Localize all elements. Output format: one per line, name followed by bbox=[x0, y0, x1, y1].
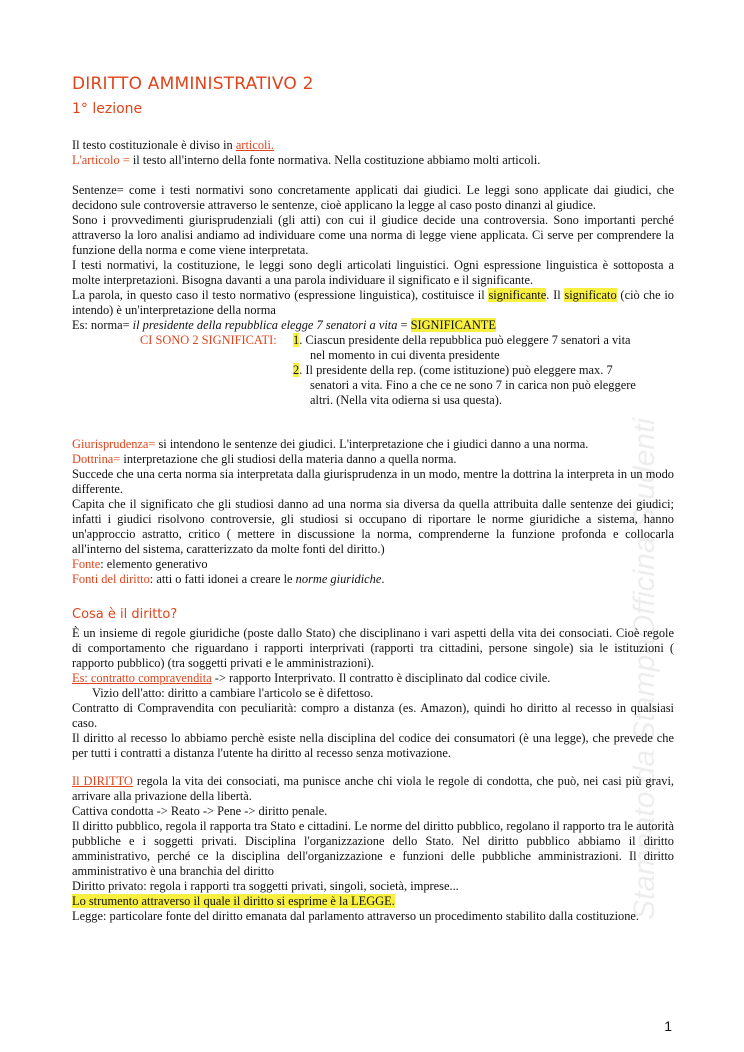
text: Es: norma= bbox=[72, 318, 133, 332]
watermark: Stampato da StampaOfficina Studenti bbox=[628, 418, 661, 920]
articoli-link: articoli. bbox=[235, 138, 275, 152]
paragraph: Legge: particolare fonte del diritto emanata dal parlamento attraverso un procedimento stabilito dalla costituzione. bbox=[72, 909, 640, 923]
highlight: Lo strumento attraverso il quale il diritto si esprime è la LEGGE. bbox=[72, 894, 395, 908]
paragraph bbox=[72, 138, 674, 153]
text: interpretazione che gli studiosi della materia danno a quella norma. bbox=[120, 452, 457, 466]
paragraph: È un insieme di regole giuridiche (poste dallo Stato) che disciplinano i vari aspetti della vita dei consociati. Cioè regole di comportamento che riguardano i rapporti interprivati (rapporti tra cittadini, persone singole) sia le istituzioni ( rapporto pubblico) (tra soggetti privati e le amministrazioni). bbox=[72, 626, 674, 670]
italic-text: norme giuridiche bbox=[295, 572, 382, 586]
lesson-subtitle: 1° lezione bbox=[72, 101, 143, 117]
term: Il DIRITTO bbox=[72, 774, 133, 788]
term: L'articolo = bbox=[72, 153, 133, 167]
paragraph bbox=[72, 437, 674, 452]
diritto-section bbox=[72, 626, 674, 761]
text: . Il bbox=[546, 288, 565, 302]
text: : elemento generativo bbox=[100, 557, 208, 571]
paragraph: Diritto privato: regola i rapporti tra soggetti privati, singoli, società, imprese... bbox=[72, 879, 459, 893]
text: . bbox=[381, 572, 385, 586]
paragraph: Sono i provvedimenti giurisprudenziali (gli atti) con cui il giudice decide una controversia. Sono importanti perché attraverso la loro analisi andiamo ad individuare come una norma di legge viene applicata. Ci serve per comprendere la funzione della norma e come viene interpretata. bbox=[72, 213, 674, 257]
term: Fonte bbox=[72, 557, 101, 571]
paragraph: Il diritto al recesso lo abbiamo perchè esiste nella disciplina del codice dei consumatori (è una legge), che prevede che per tutti i contratti a distanza l'utente ha diritto al recesso senza motivazione. bbox=[72, 731, 674, 760]
paragraph: Il diritto pubblico, regola il rapporta tra Stato e cittadini. Le norme del diritto pubblico, regolano il rapporto tra le autorità pubbliche e i soggetti privati. Disciplina l'organizzazione dello Stato. Nel diritto pubblico abbiamo il diritto amministrativo, perché ce la disciplina dell'organizzazione e funzioni delle pubbliche amministrazioni. Il diritto amministrativo è una branchia del diritto bbox=[72, 819, 674, 878]
text: il testo all'interno della fonte normativa. Nella costituzione abbiamo molti articoli. bbox=[132, 153, 541, 167]
paragraph bbox=[72, 153, 674, 168]
text: senatori a vita. Fino a che ce ne sono 7 in carica non può eleggere bbox=[310, 378, 636, 392]
highlight: significato bbox=[564, 288, 617, 302]
list-item bbox=[293, 333, 683, 363]
text: . Ciascun presidente della repubblica può eleggere 7 senatori a vita bbox=[299, 333, 631, 347]
list-item bbox=[293, 363, 683, 408]
paragraph bbox=[72, 671, 674, 686]
significati-label: CI SONO 2 SIGNIFICATI: bbox=[140, 333, 277, 347]
text: nel momento in cui diventa presidente bbox=[310, 348, 500, 362]
paragraph bbox=[72, 288, 674, 318]
paragraph bbox=[72, 557, 674, 572]
term: Giurisprudenza= bbox=[72, 437, 156, 451]
text: (ciò che io intendo) è un'interpretazione della norma bbox=[72, 288, 675, 317]
paragraph bbox=[72, 318, 674, 333]
paragraph bbox=[72, 774, 674, 804]
section-heading: Cosa è il diritto? bbox=[72, 607, 178, 622]
giurisprudenza-section bbox=[72, 437, 674, 587]
paragraph: Sentenze= come i testi normativi sono concretamente applicati dai giudici. Le leggi sono applicate dai giudici, che decidono sule controversie attraverso le sentenze, cioè applicano la legge al caso posto dinanzi al giudice. bbox=[72, 183, 674, 212]
text: = bbox=[397, 318, 411, 332]
text: si intendono le sentenze dei giudici. L'interpretazione che i giudici danno a una norma. bbox=[155, 437, 589, 451]
term: Fonti del diritto bbox=[72, 572, 150, 586]
italic-text: il presidente della repubblica elegge 7 senatori a vita bbox=[132, 318, 398, 332]
paragraph: Succede che una certa norma sia interpretata dalla giurisprudenza in un modo, mentre la dottrina la interpreta in un modo differente. bbox=[72, 467, 674, 496]
term: Dottrina= bbox=[72, 452, 121, 466]
intro-section bbox=[72, 138, 674, 408]
text: : atti o fatti idonei a creare le bbox=[149, 572, 296, 586]
highlight: significante bbox=[488, 288, 547, 302]
text: altri. (Nella vita odierna si usa questa). bbox=[310, 393, 502, 407]
paragraph: Capita che il significato che gli studiosi danno ad una norma sia diversa da quella attribuita dalle sentenze dei giudici; infatti i giudici risolvono controversie, gli studiosi si occupano di riportare le norme giuridiche a sistema, hanno un'approccio astratto, critico ( mettere in discussione la norma, comprenderne la funzione profonda e collocarla all'interno del sistema, caratterizzato da molte fonti del diritto.) bbox=[72, 497, 674, 556]
text: -> rapporto Interprivato. Il contratto è disciplinato dal codice civile. bbox=[211, 671, 551, 685]
page-title: DIRITTO AMMINISTRATIVO 2 bbox=[72, 74, 314, 94]
paragraph: I testi normativi, la costituzione, le leggi sono degli articolati linguistici. Ogni espressione linguistica è sottoposta a molte interpretazioni. Bisogna davanti a una parola individuare il significato e il significante. bbox=[72, 258, 674, 287]
diritto-regole-section bbox=[72, 774, 674, 924]
paragraph: Contratto di Compravendita con peculiarità: compro a distanza (es. Amazon), quindi ho diritto al recesso in qualsiasi caso. bbox=[72, 701, 674, 730]
text: Il testo costituzionale è diviso in bbox=[72, 138, 236, 152]
page-number: 1 bbox=[664, 1018, 672, 1034]
paragraph bbox=[72, 452, 674, 467]
text: . Il presidente della rep. (come istituzione) può eleggere max. 7 bbox=[299, 363, 613, 377]
highlight: SIGNIFICANTE bbox=[410, 318, 496, 332]
significati-list bbox=[72, 333, 674, 408]
paragraph bbox=[72, 894, 674, 909]
example-link: Es: contratto compravendita bbox=[72, 671, 212, 685]
paragraph: Vizio dell'atto: diritto a cambiare l'articolo se è difettoso. bbox=[92, 686, 374, 700]
paragraph: Cattiva condotta -> Reato -> Pene -> diritto penale. bbox=[72, 804, 328, 818]
list-number: 2 bbox=[293, 363, 300, 377]
text: regola la vita dei consociati, ma punisce anche chi viola le regole di condotta, che può, nei casi più gravi, arrivare alla privazione della libertà. bbox=[72, 774, 674, 803]
list-number: 1 bbox=[293, 333, 300, 347]
paragraph bbox=[72, 572, 674, 587]
text: La parola, in questo caso il testo normativo (espressione linguistica), costituisce il bbox=[72, 288, 489, 302]
